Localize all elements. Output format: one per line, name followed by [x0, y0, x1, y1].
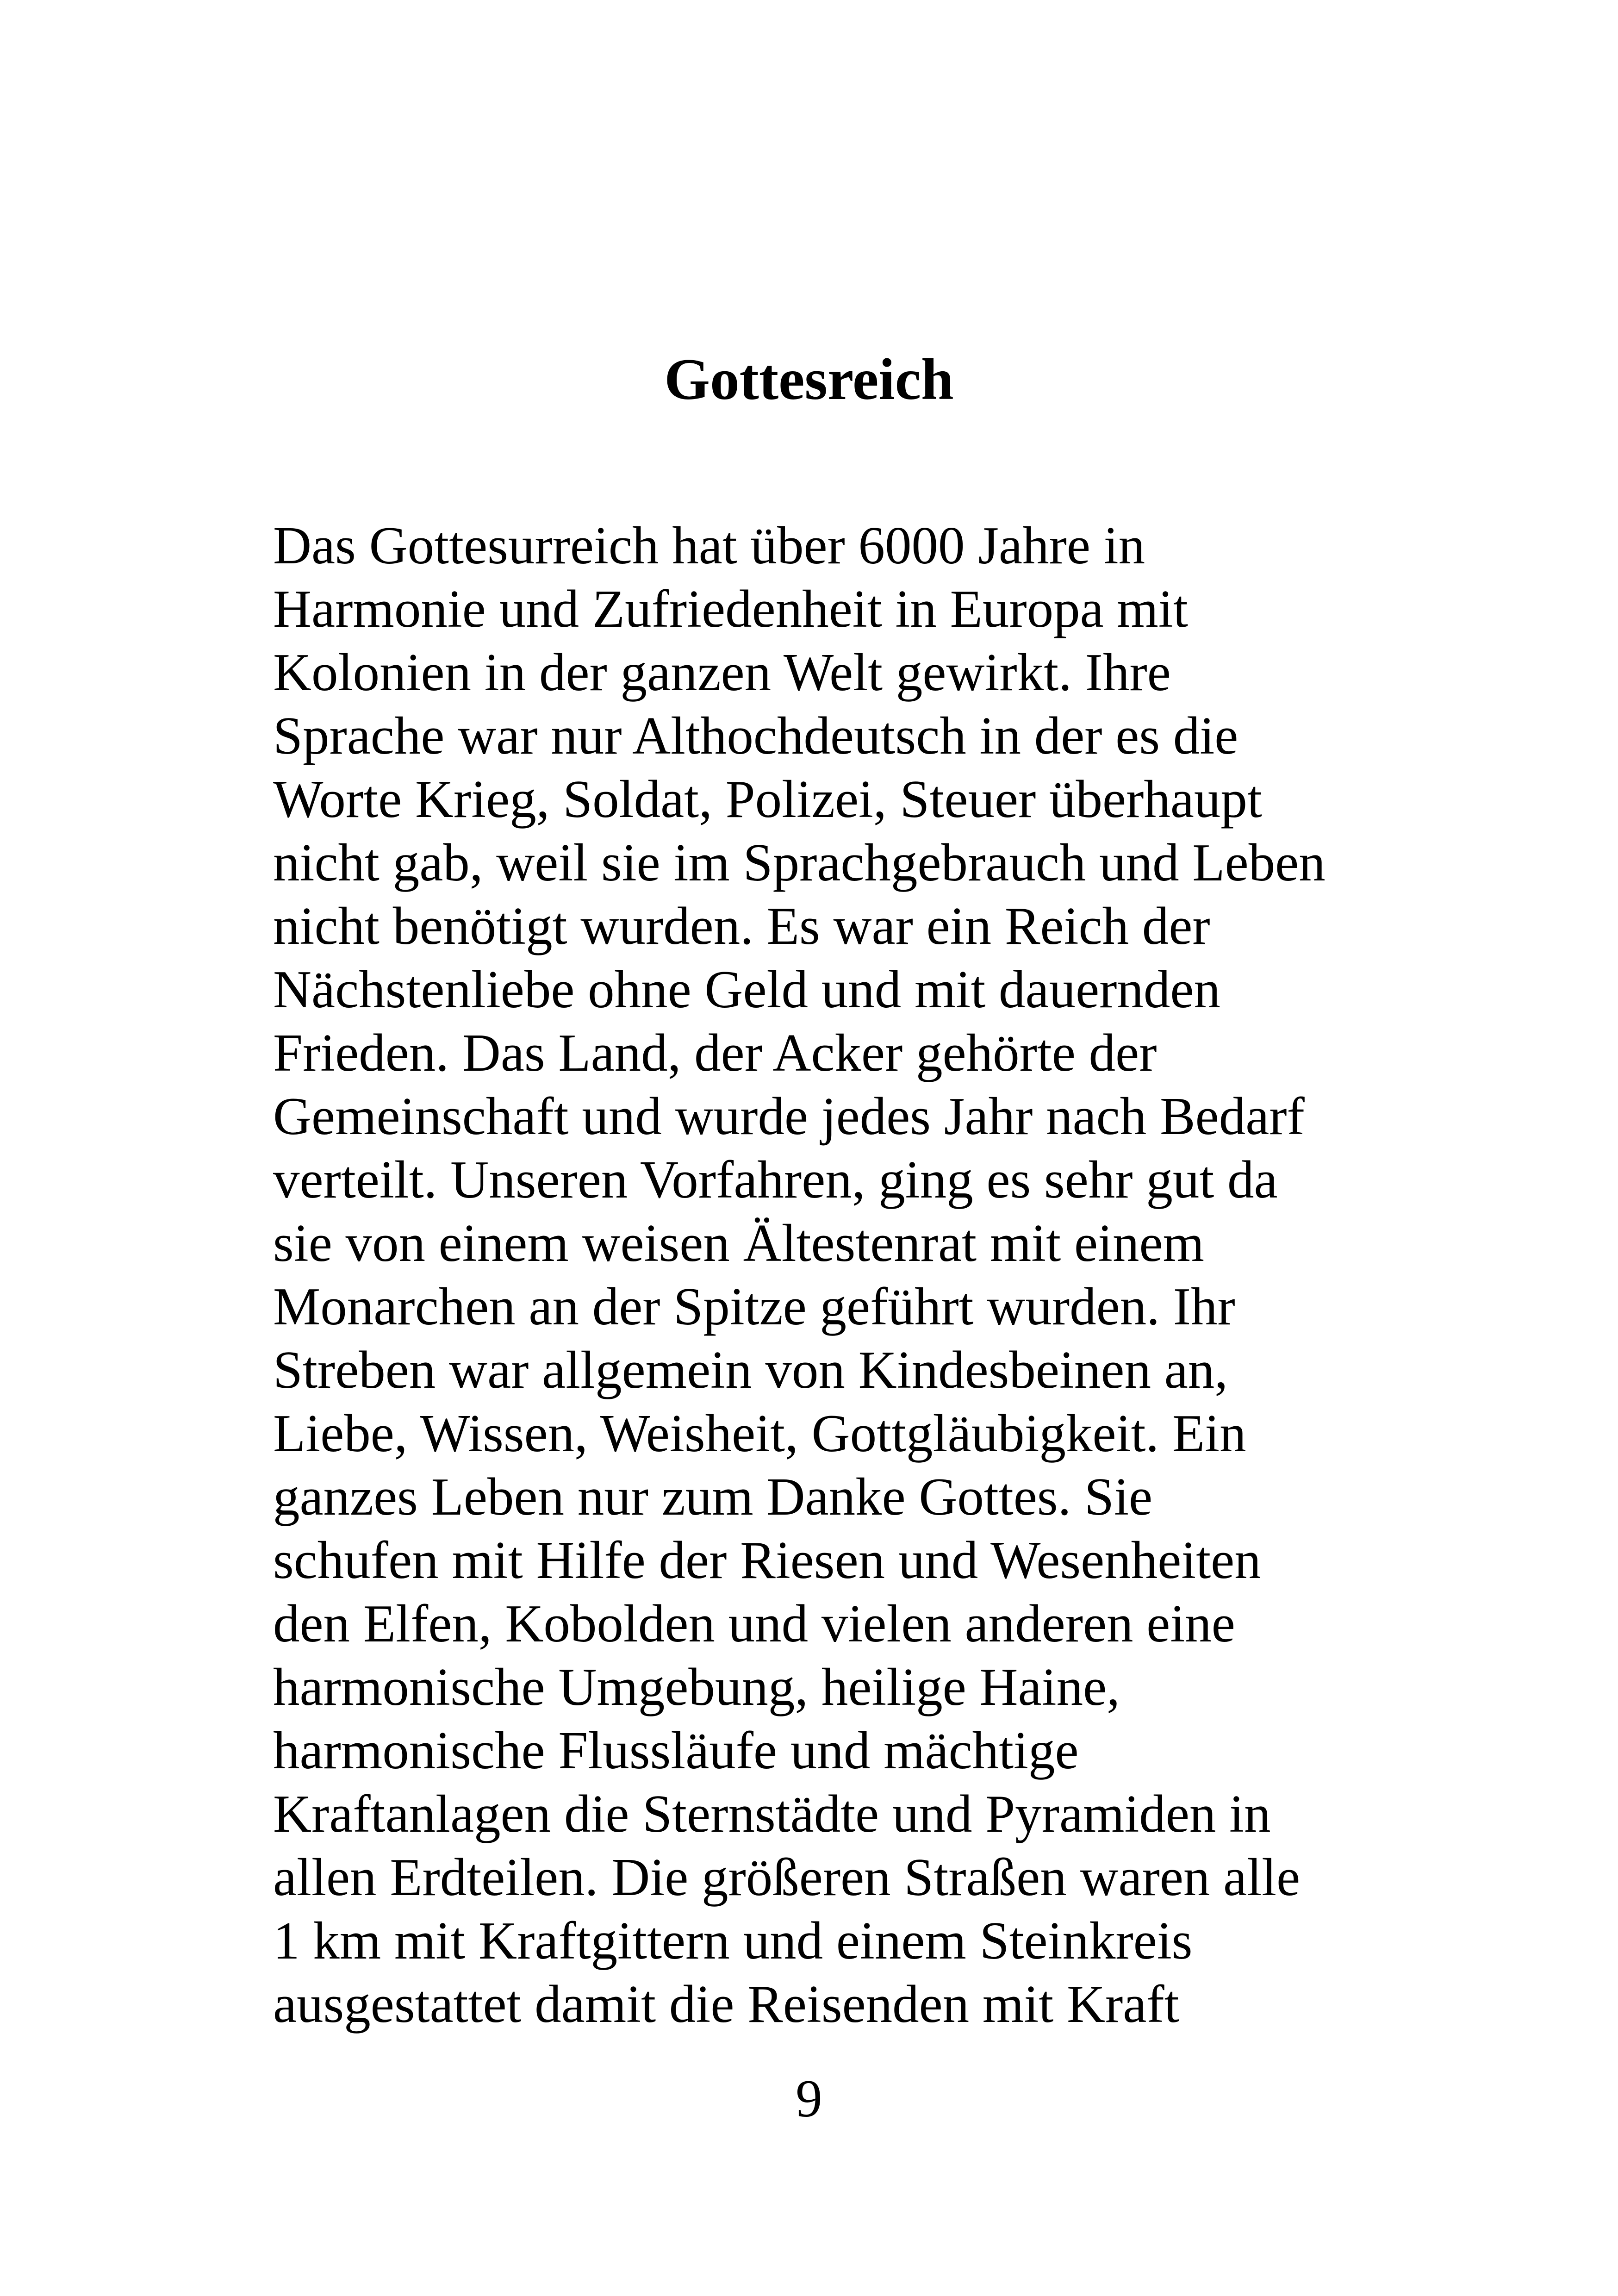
text-line: Monarchen an der Spitze geführt wurden. Ihr	[273, 1277, 1235, 1336]
page-title: Gottesreich	[664, 347, 954, 412]
text-line: ganzes Leben nur zum Danke Gottes. Sie	[273, 1467, 1153, 1526]
text-line: verteilt. Unseren Vorfahren, ging es sehr gut da	[273, 1150, 1278, 1209]
text-line: den Elfen, Kobolden und vielen anderen eine	[273, 1594, 1235, 1653]
page-number: 9	[796, 2069, 822, 2128]
text-line: Harmonie und Zufriedenheit in Europa mit	[273, 580, 1188, 638]
text-line: Das Gottesurreich hat über 6000 Jahre in	[273, 516, 1145, 575]
text-line: allen Erdteilen. Die größeren Straßen waren alle	[273, 1848, 1301, 1907]
text-line: Kraftanlagen die Sternstädte und Pyramiden in	[273, 1784, 1271, 1843]
text-line: Frieden. Das Land, der Acker gehörte der	[273, 1023, 1157, 1082]
text-line: nicht gab, weil sie im Sprachgebrauch und Leben	[273, 833, 1326, 892]
text-line: Worte Krieg, Soldat, Polizei, Steuer überhaupt	[273, 770, 1262, 829]
text-line: sie von einem weisen Ältestenrat mit einem	[273, 1214, 1204, 1273]
text-line: Nächstenliebe ohne Geld und mit dauernden	[273, 960, 1220, 1019]
text-line: Kolonien in der ganzen Welt gewirkt. Ihre	[273, 643, 1171, 702]
text-line: harmonische Umgebung, heilige Haine,	[273, 1658, 1120, 1716]
text-line: nicht benötigt wurden. Es war ein Reich der	[273, 897, 1210, 955]
text-line: Sprache war nur Althochdeutsch in der es die	[273, 706, 1238, 765]
text-line: ausgestattet damit die Reisenden mit Kraft	[273, 1975, 1179, 2034]
text-line: Streben war allgemein von Kindesbeinen an,	[273, 1341, 1228, 1399]
text-line: 1 km mit Kraftgittern und einem Steinkreis	[273, 1911, 1193, 1970]
text-line: Gemeinschaft und wurde jedes Jahr nach Bedarf	[273, 1087, 1305, 1146]
text-line: Liebe, Wissen, Weisheit, Gottgläubigkeit. Ein	[273, 1404, 1246, 1463]
text-line: schufen mit Hilfe der Riesen und Wesenheiten	[273, 1531, 1261, 1590]
text-line: harmonische Flussläufe und mächtige	[273, 1721, 1079, 1780]
body-text	[273, 514, 1384, 2036]
